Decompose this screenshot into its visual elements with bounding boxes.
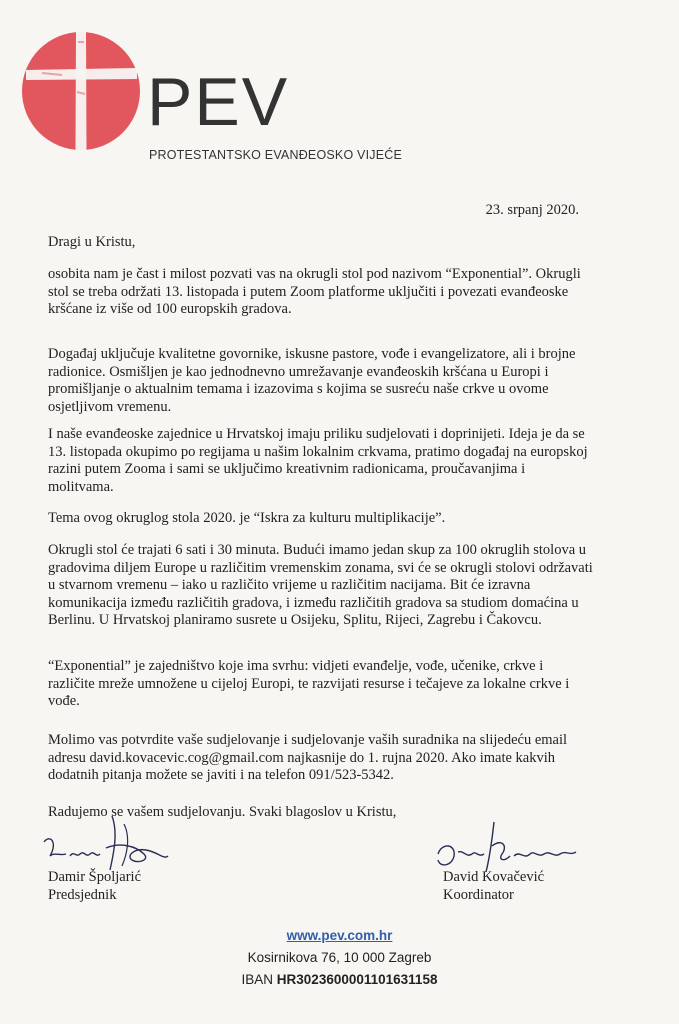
paragraph-text: Događaj uključuje kvalitetne govornike, iskusne pastore, vođe i evangelizatore, ali i brojne radionice. Osmišljen je kao jednodnevno umrežavanje evanđeoskih kršćana u Europi i promišljanje o aktualnim temama i izazovima s kojima se susreću naše crkve u ovome osjetljivom vremenu. (48, 346, 576, 415)
signature-damir-icon (40, 812, 175, 872)
signer-name: David Kovačević (443, 869, 545, 885)
signer-role: Koordinator (443, 887, 514, 903)
paragraph-text: Tema ovog okruglog stola 2020. je “Iskra za kulturu multiplikacije”. (48, 510, 446, 526)
paragraph (48, 346, 593, 416)
postal-address: Kosirnikova 76, 10 000 Zagreb (247, 950, 432, 965)
iban-number: HR3023600001101631158 (276, 972, 438, 987)
paragraph (48, 510, 593, 528)
paragraph (48, 266, 593, 319)
iban-line (0, 972, 679, 987)
closing-line: Radujemo se vašem sudjelovanju. Svaki blagoslov u Kristu, (48, 804, 397, 820)
signature-david-icon (432, 816, 582, 874)
website-link[interactable]: www.pev.com.hr (286, 928, 393, 943)
paragraph-text: “Exponential” je zajedništvo koje ima svrhu: vidjeti evanđelje, vođe, učenike, crkve i različite mreže umnožene u cijeloj Europi, te razvijati resurse i tečajeve za lokalne crkve i vođe. (48, 658, 570, 709)
paragraph (48, 542, 593, 630)
paragraph (48, 732, 593, 785)
signer-name: Damir Špoljarić (48, 869, 142, 885)
pev-cross-logo-icon (22, 32, 140, 150)
signer-role: Predsjednik (48, 887, 117, 903)
paragraph (48, 658, 593, 711)
paragraph-text: Okrugli stol će trajati 6 sati i 30 minuta. Budući imamo jedan skup za 100 okruglih stolova u gradovima diljem Europe u različitim vremenskim zonama, svi će se okrugli stolovi održavati u stvarnom vremenu – iako u različito vrijeme u različitim nacijama. Bit će izravna komunikacija između različitih gradova, i između različitih gradova sa studiom domaćina u Berlinu. U Hrvatskoj planiramo susrete u Osijeku, Splitu, Rijeci, Zagrebu i Čakovcu. (48, 542, 593, 628)
iban-label: IBAN (241, 972, 274, 987)
signer-block (48, 868, 141, 904)
signer-block (443, 868, 544, 904)
paragraph-text: Molimo vas potvrdite vaše sudjelovanje i sudjelovanje vaših suradnika na slijedeću email adresu david.kovacevic.cog@gmail.com najkasnije do 1. rujna 2020. Ako imate kakvih dodatnih pitanja možete se javiti i na telefon 091/523-5342. (48, 732, 568, 783)
org-full-name: PROTESTANTSKO EVANĐEOSKO VIJEĆE (149, 148, 403, 162)
paragraph-text: osobita nam je čast i milost pozvati vas na okrugli stol pod nazivom “Exponential”. Okrugli stol se treba održati 13. listopada i putem Zoom platforme uključiti i povezati evanđeoske kršćane iz više od 100 europskih gradova. (48, 266, 581, 317)
org-acronym: PEV (147, 64, 290, 140)
paragraph-text: I naše evanđeoske zajednice u Hrvatskoj imaju priliku sudjelovati i doprinijeti. Ideja je da se 13. listopada okupimo po regijama u našim lokalnim crkvama, pratimo događaj na europskoj razini putem Zooma i sami se uključimo kreativnim radionicama, proučavanjima i molitvama. (48, 426, 588, 495)
letter-date: 23. srpanj 2020. (485, 202, 579, 218)
greeting: Dragi u Kristu, (48, 234, 136, 250)
paragraph (48, 426, 593, 496)
